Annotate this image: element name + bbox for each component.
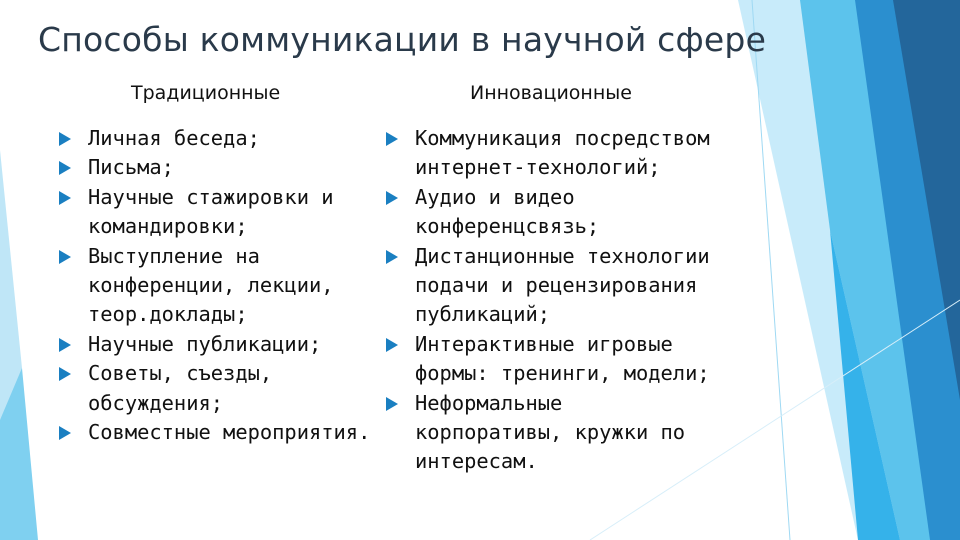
arrow-bullet-icon <box>59 132 71 146</box>
list-item <box>58 330 388 359</box>
list-item-text: Коммуникация посредством интернет-технологий; <box>415 126 710 180</box>
list-item <box>58 153 388 182</box>
arrow-bullet-icon <box>386 250 398 264</box>
arrow-bullet-icon <box>59 250 71 264</box>
arrow-bullet-icon <box>386 132 398 146</box>
list-item-text: Советы, съезды, обсуждения; <box>88 361 273 415</box>
innovative-list <box>385 124 730 477</box>
list-item-text: Научные стажировки и командировки; <box>88 184 334 239</box>
list-item-text: Письма; <box>88 155 174 180</box>
arrow-bullet-icon <box>59 426 71 440</box>
list-item <box>385 330 730 389</box>
list-item <box>58 418 388 447</box>
list-item-text: Интерактивные игровые формы: тренинги, модели; <box>415 331 710 386</box>
list-item-text: Неформальные корпоративы, кружки по интересам. <box>415 390 686 474</box>
list-item-text: Личная беседа; <box>88 126 260 150</box>
list-item <box>58 242 388 330</box>
list-item-text: Аудио и видео конференцсвязь; <box>415 184 600 239</box>
list-item <box>385 242 730 330</box>
arrow-bullet-icon <box>59 338 71 352</box>
traditional-list <box>58 124 388 447</box>
arrow-bullet-icon <box>59 161 71 175</box>
arrow-bullet-icon <box>386 191 398 205</box>
list-item-text: Научные публикации; <box>88 331 322 356</box>
list-item <box>58 359 388 418</box>
list-item <box>385 183 730 242</box>
arrow-bullet-icon <box>59 191 71 205</box>
column-heading-innovative: Инновационные <box>470 82 632 104</box>
arrow-bullet-icon <box>59 367 71 381</box>
arrow-bullet-icon <box>386 338 398 352</box>
list-item-text: Дистанционные технологии подачи и рецензирования публикаций; <box>415 243 710 327</box>
list-item-text: Совместные мероприятия. <box>88 420 371 445</box>
arrow-bullet-icon <box>386 397 398 411</box>
list-item-text: Выступление на конференции, лекции, теор.доклады; <box>88 243 334 327</box>
list-item <box>385 124 730 183</box>
list-item <box>58 124 388 153</box>
column-heading-traditional: Традиционные <box>131 82 281 104</box>
list-item <box>385 389 730 477</box>
slide-title: Способы коммуникации в научной сфере <box>38 20 767 59</box>
list-item <box>58 183 388 242</box>
